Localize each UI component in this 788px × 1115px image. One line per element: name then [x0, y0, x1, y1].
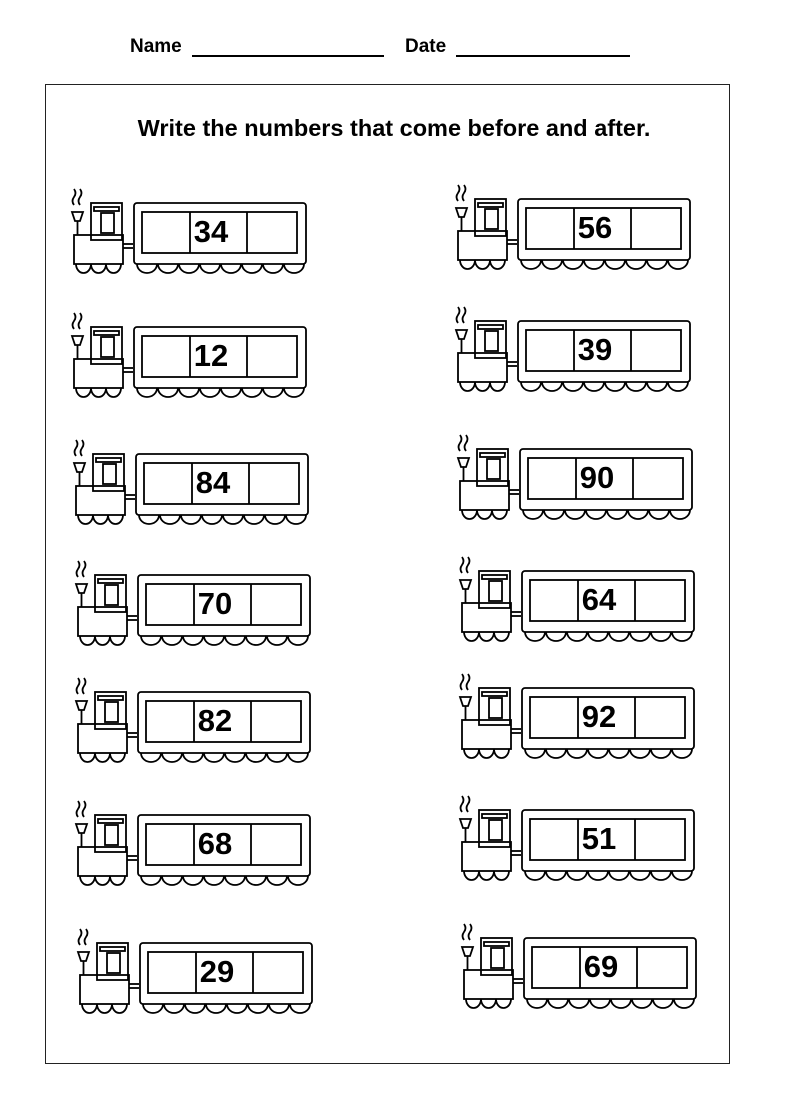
- train-exercise: [460, 923, 705, 1023]
- train-exercise: [70, 312, 315, 412]
- after-answer-box[interactable]: [248, 213, 296, 252]
- given-number: 64: [581, 582, 617, 617]
- given-number: 29: [199, 954, 235, 989]
- after-answer-box[interactable]: [252, 585, 300, 624]
- train-exercise: [458, 556, 703, 656]
- after-answer-box[interactable]: [254, 953, 302, 992]
- given-number: 82: [197, 703, 233, 738]
- given-number: 84: [195, 465, 231, 500]
- given-number: 56: [577, 210, 613, 245]
- train-exercise: [76, 928, 321, 1028]
- worksheet-header: [0, 0, 788, 80]
- after-answer-box[interactable]: [636, 820, 684, 859]
- train-exercise: [74, 560, 319, 660]
- given-number: 92: [581, 699, 617, 734]
- given-number: 34: [193, 214, 229, 249]
- train-exercise: [74, 677, 319, 777]
- name-field[interactable]: [192, 55, 384, 57]
- train-exercise: [454, 306, 699, 406]
- after-answer-box[interactable]: [248, 337, 296, 376]
- train-exercise: [456, 434, 701, 534]
- given-number: 70: [197, 586, 233, 621]
- after-answer-box[interactable]: [634, 459, 682, 498]
- after-answer-box[interactable]: [636, 581, 684, 620]
- date-field[interactable]: [456, 55, 630, 57]
- given-number: 39: [577, 332, 613, 367]
- after-answer-box[interactable]: [250, 464, 298, 503]
- train-exercise: [454, 184, 699, 284]
- after-answer-box[interactable]: [632, 331, 680, 370]
- train-exercise: [74, 800, 319, 900]
- given-number: 68: [197, 826, 233, 861]
- given-number: 69: [583, 949, 619, 984]
- train-exercise: [458, 795, 703, 895]
- train-exercise: [72, 439, 317, 539]
- given-number: 90: [579, 460, 615, 495]
- after-answer-box[interactable]: [252, 702, 300, 741]
- after-answer-box[interactable]: [632, 209, 680, 248]
- given-number: 12: [193, 338, 229, 373]
- name-label: Name: [130, 36, 182, 57]
- after-answer-box[interactable]: [252, 825, 300, 864]
- instruction-text: Write the numbers that come before and after.: [137, 115, 651, 141]
- after-answer-box[interactable]: [636, 698, 684, 737]
- train-exercise: [458, 673, 703, 773]
- given-number: 51: [581, 821, 617, 856]
- date-label: Date: [405, 36, 447, 57]
- after-answer-box[interactable]: [638, 948, 686, 987]
- train-exercise: [70, 188, 315, 288]
